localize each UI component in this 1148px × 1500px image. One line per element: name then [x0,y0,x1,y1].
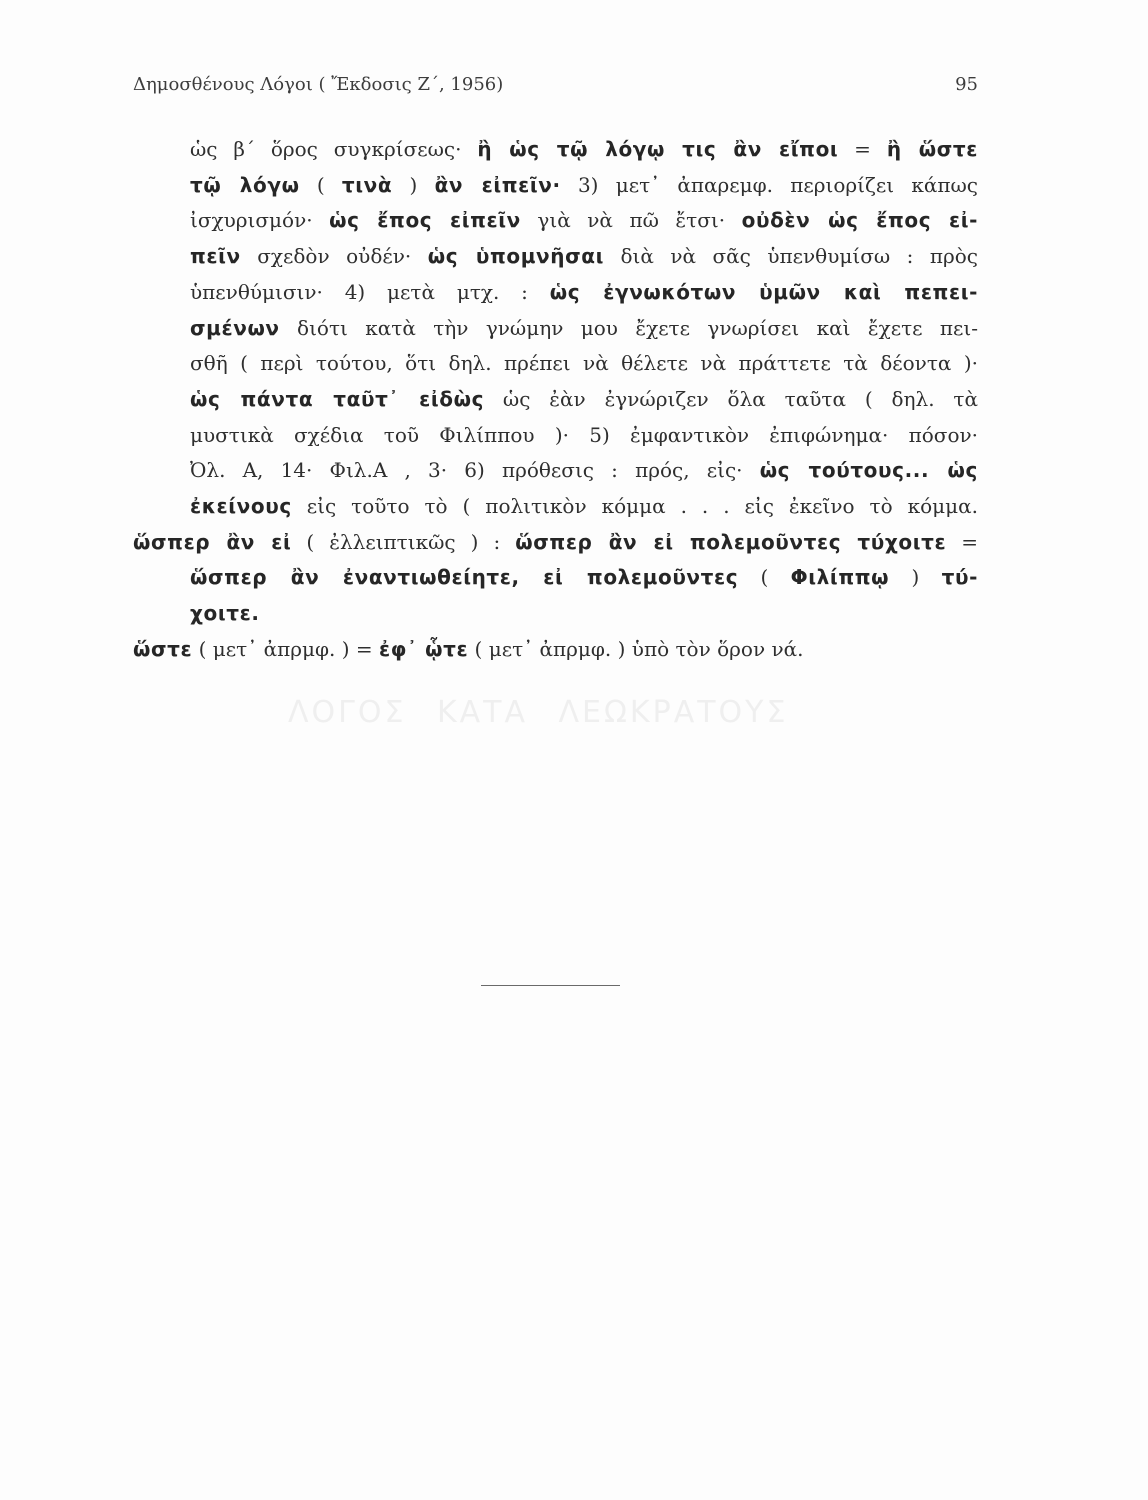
glossary-text [133,132,978,668]
bold-phrase: ὡς πάντα ταῦτ᾽ εἰδὼς [190,386,485,411]
text-run: ) [889,565,942,590]
bold-phrase: ἐφ᾽ ᾧτε [378,636,469,661]
text-line [133,168,978,204]
headword: ὥστε [133,636,193,661]
page-number: 95 [955,74,978,95]
text-run: Ὀλ. Α, 14· Φιλ.Α , 3· 6) πρόθεσις : πρός, εἰς· [190,458,760,483]
bold-phrase: σμένων [190,315,280,340]
text-run: ἰσχυρισμόν· [190,208,330,233]
bold-phrase: ἢ ὥστε [886,137,978,161]
text-line [133,596,978,632]
section-end-rule [481,985,620,986]
text-line [133,453,978,489]
text-line [133,132,978,168]
text-line [133,239,978,275]
text-run: διὰ νὰ σᾶς ὑπενθυμίσω : πρὸς [604,244,979,269]
bold-phrase: ὥσπερ ἂν εἰ πολεμοῦντες τύχοιτε [515,529,947,554]
running-head: Δημοσθένους Λόγοι ( Ἔκδοσις Ζ΄, 1956) [133,74,504,95]
bold-phrase: ἢ ὡς τῷ λόγῳ τις ἂν εἴποι [477,137,839,161]
text-run: γιὰ νὰ πῶ ἔτσι· [520,208,742,233]
text-line [133,311,978,347]
entry-line [133,632,978,668]
text-run: σθῆ ( περὶ τούτου, ὅτι δηλ. πρέπει νὰ θέλετε νὰ πράττετε τὰ δέοντα )· [190,351,978,376]
text-run: ὡς β΄ ὅρος συγκρίσεως· [190,137,478,161]
text-line [133,560,978,596]
bold-phrase: ὡς ἔπος εἰπεῖν [329,208,521,233]
text-run: εἰς τοῦτο τὸ ( πολιτικὸν κόμμα . . . εἰς ἐκεῖνο τὸ κόμμα. [291,494,978,519]
bold-phrase: ἐκείνους [190,494,292,519]
text-line [133,418,978,454]
text-run: 3) μετ᾽ ἀπαρεμφ. περιορίζει κάπως [560,172,978,197]
text-line [133,203,978,239]
entry-line [133,525,978,561]
text-run: ὑπενθύμισιν· 4) μετὰ μτχ. : [190,279,550,304]
text-run: ( [738,565,791,590]
bold-phrase: τῷ λόγω [190,172,300,197]
text-line [133,382,978,418]
text-run: = [946,529,978,554]
bold-phrase: τύ- [941,565,978,590]
bold-phrase: τινὰ [341,172,393,197]
text-line [133,346,978,382]
bold-phrase: χοιτε. [190,601,260,626]
text-run: ) [392,172,435,197]
bold-phrase: ὡς ἐγνωκότων ὑμῶν καὶ πεπει- [549,279,978,304]
bold-phrase: ὡς ὑπομνῆσαι [427,244,604,269]
text-line [133,275,978,311]
text-run: μυστικὰ σχέδια τοῦ Φιλίππου )· 5) ἐμφαντικὸν ἐπιφώνημα· πόσον· [190,422,978,447]
bold-phrase: πεῖν [190,244,241,269]
text-run: ( μετ᾽ ἀπρμφ. ) = [192,636,379,661]
text-run: ( ἐλλειπτικῶς ) : [291,529,516,554]
text-run: διότι κατὰ τὴν γνώμην μου ἔχετε γνωρίσει καὶ ἔχετε πει- [279,315,978,340]
headword: ὥσπερ ἂν εἰ [133,529,292,554]
text-line [133,489,978,525]
bold-phrase: Φιλίππῳ [790,565,890,590]
text-run: = [838,137,887,161]
text-run: ὡς ἐὰν ἐγνώριζεν ὅλα ταῦτα ( δηλ. τὰ [484,386,978,411]
text-run: σχεδὸν οὐδέν· [240,244,428,269]
bold-phrase: ὡς τούτους... ὡς [759,458,978,483]
show-through-heading: ΛΟΓΟΣ ΚΑΤΑ ΛΕΩΚΡΑΤΟΥΣ [288,695,789,730]
text-run: ( [299,172,342,197]
bold-phrase: οὐδὲν ὡς ἔπος εἰ- [741,208,978,233]
bold-phrase: ὥσπερ ἂν ἐναντιωθείητε, εἰ πολεμοῦντες [190,565,739,590]
bold-phrase: ἂν εἰπεῖν· [434,172,561,197]
text-run: ( μετ᾽ ἀπρμφ. ) ὑπὸ τὸν ὅρον νά. [468,636,804,661]
